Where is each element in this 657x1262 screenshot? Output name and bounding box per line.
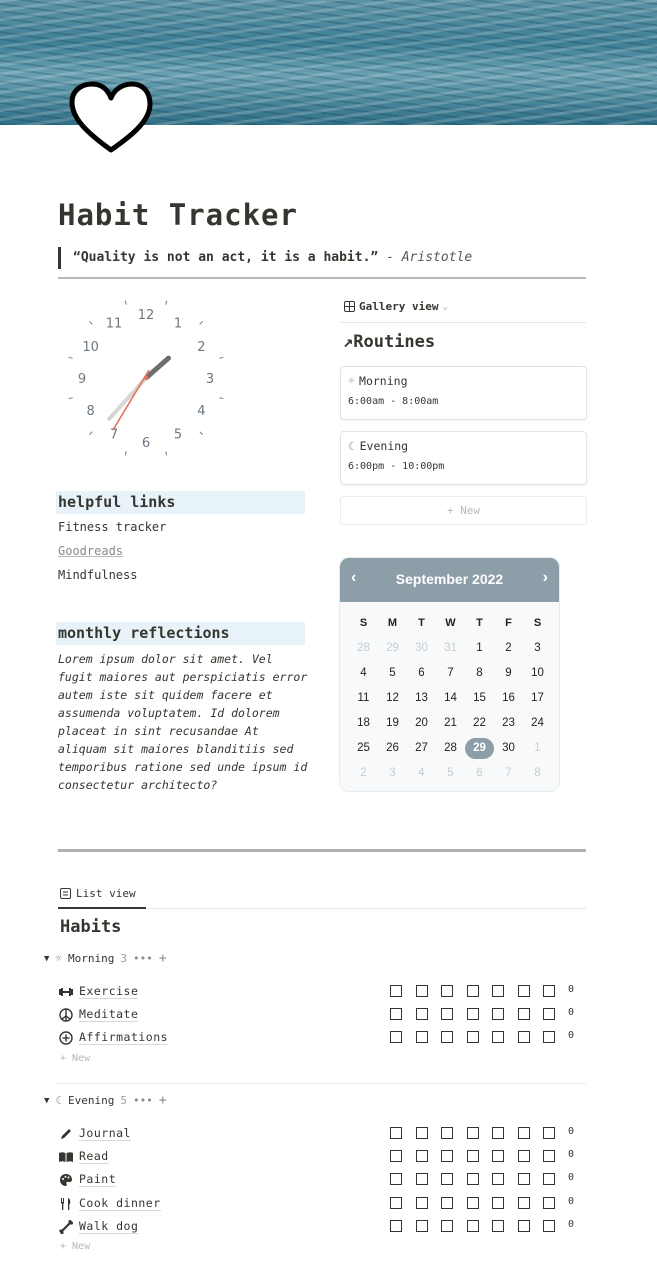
calendar-day[interactable]: 8	[476, 667, 483, 679]
calendar-day[interactable]: 3	[389, 767, 396, 779]
habit-checkboxes	[390, 985, 555, 997]
habit-checkbox[interactable]	[518, 1220, 530, 1232]
habit-total: 0	[568, 1007, 575, 1018]
toggle-triangle-icon[interactable]: ▼	[44, 953, 50, 964]
calendar-day[interactable]: 28	[444, 742, 457, 754]
clock-tick	[69, 357, 73, 358]
calendar-day-name: T	[418, 617, 425, 629]
calendar-day[interactable]: 2	[505, 642, 512, 654]
habit-checkboxes	[390, 1031, 555, 1043]
bone-icon	[58, 1219, 74, 1235]
habit-checkbox[interactable]	[416, 1173, 428, 1185]
gallery-view-label: Gallery view	[359, 300, 439, 313]
habit-checkbox[interactable]	[390, 985, 402, 997]
habit-checkbox[interactable]	[543, 1008, 555, 1020]
habit-checkbox[interactable]	[467, 1173, 479, 1185]
calendar-day-name: F	[505, 617, 512, 629]
habit-checkboxes	[390, 1173, 555, 1185]
calendar-day[interactable]: 5	[389, 667, 396, 679]
page-title: Habit Tracker	[58, 198, 298, 232]
habit-checkbox[interactable]	[492, 1127, 504, 1139]
clock-tick	[200, 432, 203, 435]
clock-tick	[69, 398, 73, 399]
habit-checkbox[interactable]	[492, 1220, 504, 1232]
more-options-button[interactable]: •••	[133, 952, 153, 965]
routine-card-morning[interactable]	[340, 366, 587, 420]
clock-center	[144, 376, 148, 380]
calendar-day[interactable]: 12	[386, 692, 399, 704]
habit-total: 0	[568, 1126, 575, 1137]
calendar-day[interactable]: 4	[418, 767, 425, 779]
calendar-day[interactable]: 28	[357, 642, 370, 654]
calendar-day-name: S	[359, 617, 368, 629]
habit-checkbox[interactable]	[467, 1031, 479, 1043]
calendar-day[interactable]: 5	[447, 767, 454, 779]
calendar-day[interactable]: 17	[531, 692, 544, 704]
clock-tick	[125, 451, 126, 455]
calendar-day[interactable]: 6	[476, 767, 483, 779]
calendar-day[interactable]: 25	[357, 742, 370, 754]
pencil-icon	[58, 1126, 74, 1142]
link-mindfulness[interactable]: Mindfulness	[58, 568, 138, 582]
add-item-button[interactable]: +	[158, 1093, 167, 1108]
calendar-day[interactable]: 30	[415, 642, 428, 654]
quote-sep: -	[378, 250, 402, 265]
clock-hour-hand	[146, 358, 169, 378]
chevron-down-icon: ⌄	[442, 301, 448, 312]
active-tab-indicator	[58, 907, 146, 909]
clock-number: 1	[173, 316, 183, 332]
calendar-day[interactable]: 9	[505, 667, 512, 679]
calendar-day[interactable]: 29	[386, 642, 399, 654]
clock-number: 2	[197, 340, 206, 355]
habit-name[interactable]: Journal	[79, 1126, 131, 1140]
divider	[58, 849, 586, 852]
habit-checkbox[interactable]	[492, 1008, 504, 1020]
clock-tick	[200, 321, 203, 324]
link-fitness-tracker[interactable]: Fitness tracker	[58, 520, 167, 534]
group-name: Morning	[68, 952, 115, 965]
habit-checkbox[interactable]	[518, 1127, 530, 1139]
habit-checkbox[interactable]	[543, 1173, 555, 1185]
helpful-links-heading: helpful links	[56, 491, 305, 514]
calendar-day[interactable]: 14	[444, 692, 457, 704]
arrow-up-right-icon: ↗	[343, 332, 354, 352]
calendar-header	[340, 558, 559, 602]
calendar-month: September 2022	[395, 571, 504, 587]
habits-title: Habits	[60, 917, 122, 937]
clock-number: 10	[82, 340, 99, 355]
habit-total: 0	[568, 1149, 575, 1161]
habit-checkbox[interactable]	[543, 1220, 555, 1232]
calendar-day[interactable]: 23	[502, 717, 515, 729]
divider	[56, 1083, 586, 1084]
habit-checkbox[interactable]	[441, 1173, 453, 1185]
habit-checkbox[interactable]	[441, 1197, 453, 1209]
routine-name: Evening	[359, 439, 409, 453]
habit-checkboxes	[390, 1197, 555, 1209]
habit-checkbox[interactable]	[416, 1031, 428, 1043]
calendar-day-name: M	[387, 617, 398, 629]
calendar-day[interactable]: 1	[534, 742, 541, 754]
routine-time: 6:00am - 8:00am	[348, 396, 439, 407]
group-count: 5	[120, 1094, 128, 1107]
habit-checkbox[interactable]	[467, 1127, 479, 1139]
habit-total: 0	[568, 1195, 575, 1207]
calendar-day-name: S	[533, 617, 542, 629]
habit-row[interactable]	[58, 1147, 586, 1167]
habit-row[interactable]	[58, 1005, 586, 1025]
clock-number: 7	[109, 427, 119, 443]
plus-circle-icon	[58, 1030, 74, 1046]
calendar-day[interactable]: 7	[505, 767, 512, 779]
habit-row[interactable]	[58, 1170, 586, 1190]
grid-icon	[344, 301, 355, 312]
habit-checkbox[interactable]	[543, 1031, 555, 1043]
new-habit-button[interactable]: + New	[60, 1053, 91, 1064]
quote-block	[58, 247, 472, 269]
calendar-day[interactable]: 20	[415, 717, 428, 729]
calendar-next-button[interactable]: ›	[542, 569, 548, 586]
calendar-day[interactable]: 2	[360, 767, 367, 779]
tab-list-view[interactable]	[60, 887, 136, 900]
calendar-day[interactable]: 27	[415, 742, 428, 754]
habit-checkboxes	[390, 1220, 555, 1232]
calendar-day[interactable]: 16	[502, 692, 515, 704]
habit-total: 0	[568, 1218, 575, 1230]
clock-number: 12	[137, 308, 155, 323]
habit-checkbox[interactable]	[518, 985, 530, 997]
habit-checkbox[interactable]	[467, 1197, 479, 1209]
clock-tick	[166, 301, 167, 305]
habit-checkbox[interactable]	[492, 1031, 504, 1043]
calendar-day[interactable]: 8	[534, 767, 541, 779]
clock-tick	[89, 321, 92, 324]
calendar-day[interactable]: 6	[418, 667, 425, 679]
habit-total: 0	[568, 1172, 575, 1184]
calendar-day-name: W	[445, 617, 456, 629]
habit-checkbox[interactable]	[492, 985, 504, 997]
moon-icon: ☾	[55, 1094, 63, 1107]
habit-checkbox[interactable]	[390, 1220, 402, 1232]
calendar-day-selected[interactable]: 29	[465, 738, 494, 759]
divider	[340, 322, 586, 323]
routines-title-text: Routines	[353, 332, 436, 352]
clock-number: 9	[77, 372, 87, 387]
habit-checkbox[interactable]	[441, 1008, 453, 1020]
habit-row[interactable]	[58, 1194, 586, 1214]
habit-checkboxes	[390, 1150, 555, 1162]
habit-checkbox[interactable]	[390, 1031, 402, 1043]
clock-tick	[166, 451, 167, 455]
analog-clock	[58, 290, 238, 470]
clock-number: 6	[141, 436, 151, 451]
calendar-day[interactable]: 7	[447, 667, 454, 679]
habit-checkbox[interactable]	[416, 1127, 428, 1139]
habit-checkboxes	[390, 1127, 555, 1139]
habit-checkbox[interactable]	[441, 1127, 453, 1139]
habit-checkbox[interactable]	[390, 1150, 402, 1162]
calendar-grid	[349, 613, 552, 784]
habit-name[interactable]: Paint	[79, 1172, 117, 1187]
habit-checkbox[interactable]	[518, 1150, 530, 1162]
habit-checkbox[interactable]	[467, 1220, 479, 1232]
habit-checkbox[interactable]	[467, 985, 479, 997]
calendar-day[interactable]: 11	[357, 692, 370, 704]
habit-checkbox[interactable]	[390, 1173, 402, 1185]
group-count: 3	[120, 952, 128, 965]
habit-checkbox[interactable]	[441, 1220, 453, 1232]
calendar-day[interactable]: 30	[502, 742, 515, 754]
routine-card-evening[interactable]	[340, 431, 587, 485]
clock-tick	[219, 357, 223, 358]
habit-checkbox[interactable]	[543, 985, 555, 997]
clock-second-hand	[113, 370, 149, 430]
more-options-button[interactable]: •••	[133, 1094, 153, 1107]
habit-checkbox[interactable]	[518, 1031, 530, 1043]
heart-icon	[66, 80, 156, 156]
calendar-day[interactable]: 24	[531, 717, 544, 729]
moon-icon: ☾	[348, 439, 355, 453]
habit-group-evening[interactable]	[44, 1093, 167, 1108]
clock-tick	[89, 432, 92, 435]
habit-checkbox[interactable]	[518, 1008, 530, 1020]
add-item-button[interactable]: +	[158, 951, 167, 966]
habit-checkbox[interactable]	[416, 1197, 428, 1209]
clock-number: 4	[197, 404, 206, 419]
clock-tick	[125, 301, 126, 305]
calendar-day[interactable]: 31	[444, 642, 457, 654]
habit-total: 0	[568, 984, 575, 995]
utensils-icon	[58, 1196, 74, 1212]
habit-checkbox[interactable]	[543, 1197, 555, 1209]
habit-row[interactable]	[58, 1028, 586, 1048]
habit-checkbox[interactable]	[441, 985, 453, 997]
toggle-triangle-icon[interactable]: ▼	[44, 1095, 50, 1106]
reflections-heading: monthly reflections	[56, 622, 305, 645]
sun-icon: ☼	[55, 952, 63, 965]
clock-tick	[219, 398, 223, 399]
habit-total: 0	[568, 1030, 575, 1041]
habit-name[interactable]: Affirmations	[79, 1030, 169, 1044]
reflections-text[interactable]: Lorem ipsum dolor sit amet. Vel fugit maiores aut perspiciatis error autem iste sit quidem facere et assumenda voluptatem. Id dolorem placeat in sint recusandae At aliquam sit maiores blanditiis sed temporibus ratione sed unde ipsum id consectetur architecto?	[58, 652, 308, 792]
habit-name[interactable]: Cook dinner	[79, 1195, 161, 1210]
habit-checkbox[interactable]	[390, 1127, 402, 1139]
habit-checkbox[interactable]	[390, 1197, 402, 1209]
sun-icon: ☼	[348, 375, 355, 387]
habit-name[interactable]: Exercise	[79, 984, 139, 998]
habit-checkbox[interactable]	[390, 1008, 402, 1020]
habit-checkbox[interactable]	[416, 1008, 428, 1020]
calendar-day[interactable]: 13	[415, 692, 428, 704]
habit-checkbox[interactable]	[441, 1031, 453, 1043]
habit-checkboxes	[390, 1008, 555, 1020]
calendar-day[interactable]: 19	[386, 717, 399, 729]
new-habit-button[interactable]: + New	[60, 1241, 91, 1252]
calendar-day[interactable]: 18	[357, 717, 370, 729]
link-goodreads[interactable]: Goodreads	[58, 544, 124, 558]
habit-name[interactable]: Meditate	[79, 1007, 139, 1021]
calendar-day[interactable]: 1	[476, 642, 483, 654]
calendar-day[interactable]: 4	[360, 667, 367, 679]
habit-checkbox[interactable]	[467, 1150, 479, 1162]
habit-name[interactable]: Read	[79, 1149, 109, 1164]
book-icon	[58, 1149, 74, 1165]
habit-row[interactable]	[58, 1217, 586, 1237]
routines-title[interactable]	[343, 332, 435, 352]
divider	[58, 277, 586, 279]
tab-gallery-view[interactable]	[344, 300, 448, 313]
habit-checkbox[interactable]	[518, 1197, 530, 1209]
habit-name[interactable]: Walk dog	[79, 1218, 139, 1233]
clock-number: 11	[105, 316, 123, 332]
dumbbell-icon	[58, 984, 74, 1000]
quote-author: Aristotle	[401, 250, 473, 265]
routine-name: Morning	[359, 374, 408, 388]
quote-text: “Quality is not an act, it is a habit.”	[73, 250, 379, 265]
habit-checkbox[interactable]	[416, 1150, 428, 1162]
palette-icon	[58, 1172, 74, 1188]
habit-checkbox[interactable]	[467, 1008, 479, 1020]
calendar-day[interactable]: 3	[534, 642, 541, 654]
peace-icon	[58, 1007, 74, 1023]
habit-checkbox[interactable]	[416, 1220, 428, 1232]
calendar-day[interactable]: 26	[386, 742, 399, 754]
habit-checkbox[interactable]	[416, 985, 428, 997]
habit-checkbox[interactable]	[441, 1150, 453, 1162]
calendar-widget	[339, 557, 560, 792]
calendar-day-name: T	[476, 617, 483, 629]
habit-checkbox[interactable]	[492, 1197, 504, 1209]
calendar-prev-button[interactable]: ‹	[351, 569, 357, 586]
clock-number: 8	[86, 404, 95, 419]
habit-checkbox[interactable]	[492, 1173, 504, 1185]
routine-time: 6:00pm - 10:00pm	[348, 461, 445, 472]
calendar-day[interactable]: 21	[444, 717, 457, 729]
calendar-day[interactable]: 22	[473, 717, 486, 729]
clock-number: 5	[173, 427, 183, 443]
habit-group-morning[interactable]	[44, 951, 167, 966]
clock-number: 3	[205, 372, 215, 387]
habit-checkbox[interactable]	[518, 1173, 530, 1185]
habit-checkbox[interactable]	[492, 1150, 504, 1162]
list-icon	[60, 888, 71, 899]
group-name: Evening	[68, 1094, 115, 1107]
habit-checkbox[interactable]	[543, 1150, 555, 1162]
habit-checkbox[interactable]	[543, 1127, 555, 1139]
calendar-day[interactable]: 10	[531, 667, 544, 679]
list-view-label: List view	[76, 887, 136, 900]
habit-row[interactable]	[58, 1124, 586, 1144]
new-routine-button[interactable]: + New	[340, 496, 587, 525]
calendar-day[interactable]: 15	[473, 692, 486, 704]
habit-row[interactable]	[58, 982, 586, 1002]
